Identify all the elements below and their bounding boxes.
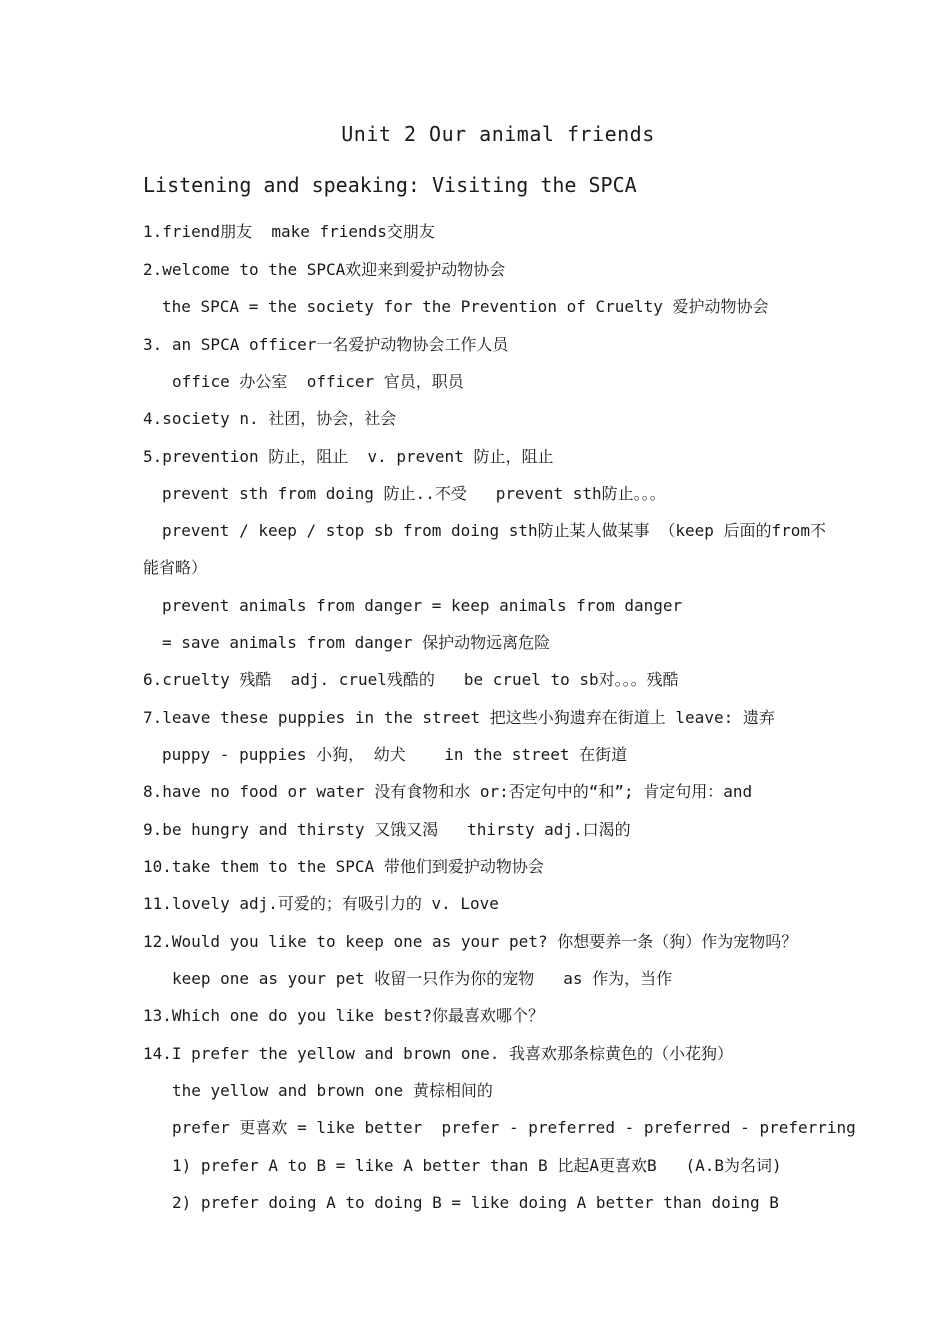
vocab-line: prevent animals from danger = keep animals from danger bbox=[162, 596, 683, 615]
vocab-line: 10.take them to the SPCA 带他们到爱护动物协会 bbox=[143, 857, 544, 876]
vocab-line: keep one as your pet 收留一只作为你的宠物 as 作为，当作 bbox=[172, 969, 673, 988]
vocab-line: prevent sth from doing 防止..不受 prevent sth防止。。。 bbox=[162, 484, 666, 503]
vocab-line: 6.cruelty 残酷 adj. cruel残酷的 be cruel to sb对。。。残酷 bbox=[143, 670, 679, 689]
vocab-line: 11.lovely adj.可爱的；有吸引力的 v. Love bbox=[143, 894, 499, 913]
vocab-line: 2.welcome to the SPCA欢迎来到爱护动物协会 bbox=[143, 260, 506, 279]
vocab-line: 能省略） bbox=[143, 558, 208, 577]
vocab-line: prefer 更喜欢 = like better prefer - preferred - preferred - preferring bbox=[172, 1118, 856, 1137]
vocab-line: 4.society n. 社团，协会，社会 bbox=[143, 409, 397, 428]
vocab-line: 5.prevention 防止，阻止 v. prevent 防止，阻止 bbox=[143, 447, 554, 466]
vocab-line: 14.I prefer the yellow and brown one. 我喜欢那条棕黄色的（小花狗） bbox=[143, 1044, 734, 1063]
vocab-line: 9.be hungry and thirsty 又饿又渴 thirsty adj.口渴的 bbox=[143, 820, 631, 839]
vocab-line: office 办公室 officer 官员，职员 bbox=[172, 372, 464, 391]
vocab-line: 12.Would you like to keep one as your pet? 你想要养一条（狗）作为宠物吗？ bbox=[143, 932, 798, 951]
vocab-line: prevent / keep / stop sb from doing sth防止某人做某事 （keep 后面的from不 bbox=[162, 521, 827, 540]
section-heading: Listening and speaking: Visiting the SPCA bbox=[143, 173, 637, 197]
vocab-line: puppy - puppies 小狗， 幼犬 in the street 在街道 bbox=[162, 745, 628, 764]
vocab-line: 7.leave these puppies in the street 把这些小狗遗弃在街道上 leave: 遗弃 bbox=[143, 708, 775, 727]
vocab-line: the SPCA = the society for the Prevention of Cruelty 爱护动物协会 bbox=[162, 297, 769, 316]
vocab-line: the yellow and brown one 黄棕相间的 bbox=[172, 1081, 493, 1100]
vocab-line: 1.friend朋友 make friends交朋友 bbox=[143, 222, 435, 241]
page-title: Unit 2 Our animal friends bbox=[341, 122, 655, 146]
vocab-line: 2) prefer doing A to doing B = like doing A better than doing B bbox=[172, 1193, 779, 1212]
vocab-line: 3. an SPCA officer一名爱护动物协会工作人员 bbox=[143, 335, 509, 354]
vocab-line: 1) prefer A to B = like A better than B 比起A更喜欢B (A.B为名词) bbox=[172, 1156, 782, 1175]
vocab-line: 8.have no food or water 没有食物和水 or:否定句中的“和”; 肯定句用：and bbox=[143, 782, 753, 801]
vocab-line: = save animals from danger 保护动物远离危险 bbox=[162, 633, 551, 652]
vocab-line: 13.Which one do you like best?你最喜欢哪个？ bbox=[143, 1006, 544, 1025]
